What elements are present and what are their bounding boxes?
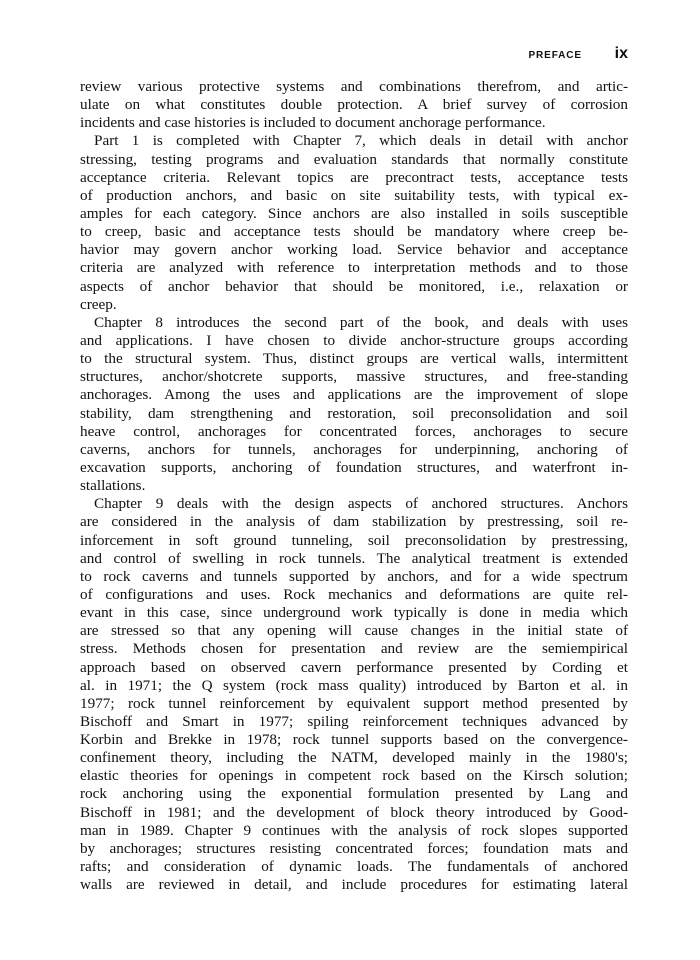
text-line: Bischoff in 1981; and the development of block theory introduced by Good- [80,803,628,821]
text-line: to rock caverns and tunnels supported by anchors, and for a wide spectrum [80,567,628,585]
text-line: creep. [80,295,117,313]
text-line: and applications. I have chosen to divide anchor-structure groups according [80,331,628,349]
running-header [80,44,628,64]
text-line: Bischoff and Smart in 1977; spiling reinforcement techniques advanced by [80,712,628,730]
text-line: and control of swelling in rock tunnels. The analytical treatment is extended [80,549,628,567]
text-line: of production anchors, and basic on site suitability tests, with typical ex- [80,186,628,204]
text-line: ulate on what constitutes double protection. A brief survey of corrosion [80,96,628,114]
text-line: stressing, testing programs and evaluation standards that normally constitute [80,150,628,168]
text-line: stallations. [80,477,146,495]
text-line: heave control, anchorages for concentrated forces, anchorages to secure [80,422,628,440]
text-line: acceptance criteria. Relevant topics are precontract tests, acceptance tests [80,168,628,186]
text-line: to creep, basic and acceptance tests should be mandatory where creep be- [80,223,628,241]
text-line: Part 1 is completed with Chapter 7, which deals in detail with anchor [94,132,628,150]
running-header-title: PREFACE [528,50,582,61]
text-line: havior may govern anchor working load. Service behavior and acceptance [80,241,628,259]
text-line: Chapter 9 deals with the design aspects of anchored structures. Anchors [94,495,628,513]
text-line: confinement theory, including the NATM, developed mainly in the 1980's; [80,749,628,767]
text-line: review various protective systems and combinations therefrom, and artic- [80,78,628,95]
text-line: Korbin and Brekke in 1978; rock tunnel supports based on the convergence- [80,731,628,749]
text-line: stress. Methods chosen for presentation and review are the semiempirical [80,640,628,658]
text-line: man in 1989. Chapter 9 continues with the analysis of rock slopes supported [80,821,628,839]
text-line: al. in 1971; the Q system (rock mass quality) introduced by Barton et al. in [80,676,628,694]
text-line: by anchorages; structures resisting concentrated forces; foundation mats and [80,839,628,857]
text-line: approach based on observed cavern performance presented by Cording et [80,658,628,676]
body-text [80,78,628,894]
text-line: aspects of anchor behavior that should be monitored, i.e., relaxation or [80,277,628,295]
text-line: evant in this case, since underground work typically is done in media which [80,604,628,622]
text-line: elastic theories for openings in competent rock based on the Kirsch solution; [80,767,628,785]
text-line: walls are reviewed in detail, and include procedures for estimating lateral [80,876,628,894]
text-line: rafts; and consideration of dynamic loads. The fundamentals of anchored [80,858,628,876]
text-line: inforcement in soft ground tunneling, soil preconsolidation by prestressing, [80,531,628,549]
text-line: of configurations and uses. Rock mechanics and deformations are quite rel- [80,585,628,603]
text-line: are stressed so that any opening will cause changes in the initial state of [80,622,628,640]
text-line: criteria are analyzed with reference to interpretation methods and to those [80,259,628,277]
text-line: 1977; rock tunnel reinforcement by equivalent support method presented by [80,694,628,712]
text-line: incidents and case histories is included to document anchorage performance. [80,114,546,132]
text-line: amples for each category. Since anchors are also installed in soils susceptible [80,204,628,222]
text-line: are considered in the analysis of dam stabilization by prestressing, soil re- [80,513,628,531]
text-line: rock anchoring using the exponential formulation presented by Lang and [80,785,628,803]
text-line: stability, dam strengthening and restoration, soil preconsolidation and soil [80,404,628,422]
text-line: Chapter 8 introduces the second part of the book, and deals with uses [94,313,628,331]
text-line: to the structural system. Thus, distinct groups are vertical walls, intermittent [80,350,628,368]
text-line: structures, anchor/shotcrete supports, massive structures, and free-standing [80,368,628,386]
page-number: ix [614,45,628,62]
text-line: excavation supports, anchoring of foundation structures, and waterfront in- [80,458,628,476]
text-line: caverns, anchors for tunnels, anchorages for underpinning, anchoring of [80,440,628,458]
text-line: anchorages. Among the uses and applications are the improvement of slope [80,386,628,404]
